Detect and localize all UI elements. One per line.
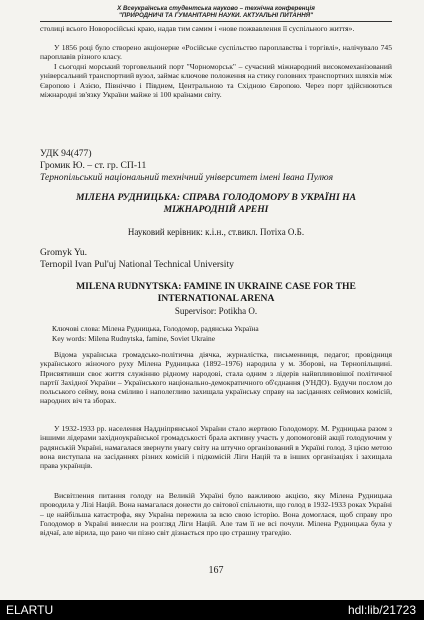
- affiliation-uk: Тернопільський національний технічний університет імені Івана Пулюя: [40, 172, 334, 183]
- author-en: Gromyk Yu.: [40, 247, 88, 258]
- handle-identifier: hdl:lib/21723: [347, 603, 416, 617]
- body-paragraph-3: Висвітлення питання голоду на Великій Україні було важливою акцією, яку Мілена Рудницька проводила у Лізі Націй. Вона намагалася донести до світової спільноти, що голод в 1932-1933 роках Україні – це найбільша катастрофа, яку Україна пережила за всю свою історію. Вона домоглася, щоб справу про Голодомор в Україні винесли на розгляд Ліги Націй. Але там її не всі почули. Мілена Рудницька була у відчаї, але вірила, що рано чи пізно світ дізнається про цю страшну трагедію.: [40, 491, 392, 538]
- author-uk: Громик Ю. – ст. гр. СП-11: [40, 160, 147, 171]
- affiliation-en: Ternopil Ivan Pul'uj National Technical University: [40, 259, 234, 270]
- prev-paragraph-3: І сьогодні морський торговельний порт "Чорноморськ" – сучасний міжнародний високомеханізований універсальний транспортний вузол, займає ключове положення на стику головних транспортних шляхів між Європою і Азією, Північчю і Півднем, Центральною та Східною Європою. Через порт здійснюються міжнародні зв'язку України майже зі 100 країнами світу.: [40, 62, 392, 99]
- udc-code: УДК 94(477): [40, 148, 92, 159]
- body-paragraph-2: У 1932-1933 рр. населення Наддніпрянської України стало жертвою Голодомору. М. Рудницька разом з іншими лідерами західноукраїнської громадськості брала активну участь у допомоговій акції голодуючим у радянській Україні, намагалася звернути увагу світу на штучно організований в Україні голод. З цією метою вона виступала на засіданнях різних комісій і підкомісій Ліги Націй та в інших організаціях і захищала права українців.: [40, 424, 392, 471]
- prev-paragraph-1: столиці всього Новоросійські краю, надав тим самим і «нове пожвавлення її суспільного життя».: [40, 24, 355, 33]
- repository-name: ELARTU: [6, 603, 54, 617]
- page-number: 167: [208, 565, 224, 576]
- keywords-uk: Ключові слова: Мілена Рудницька, Голодомор, радянська Україна: [52, 324, 259, 333]
- header-line-1: X Всеукраїнська студентська науково – технічна конференція: [117, 5, 315, 12]
- header-rule: [40, 21, 392, 22]
- title-uk: МІЛЕНА РУДНИЦЬКА: СПРАВА ГОЛОДОМОРУ В УКРАЇНІ НА МІЖНАРОДНІЙ АРЕНІ: [75, 192, 356, 215]
- running-header: [40, 5, 392, 19]
- viewer-footer-bar: [0, 600, 424, 620]
- supervisor-en: Supervisor: Potikha O.: [174, 306, 258, 316]
- supervisor-uk: Науковий керівник: к.і.н., ст.викл. Потіха О.Б.: [127, 227, 305, 237]
- document-page: [40, 0, 392, 600]
- keywords-en: Key words: Milena Rudnytska, famine, Soviet Ukraine: [52, 334, 215, 343]
- body-paragraph-1: Відома українська громадсько-політична діячка, журналістка, письменниця, педагог, провідниця українського жіночого руху Мілена Рудницька (1892–1976) народила у м. Зборові, на Тернопільщині. Присвятивши своє життя служінню рідному народові, стала одним з лідерів найвпливовішої політичної партії Західної України – Українського національно-демократичного об'єднання (УНДО). Будучи послом до польського сейму, вона сміливо і наполегливо захищала українську справу на засіданнях сеймових комісій, народних віч та зборах.: [40, 350, 392, 406]
- title-en: MILENA RUDNYTSKA: FAMINE IN UKRAINE CASE FOR THE INTERNATIONAL ARENA: [76, 281, 356, 304]
- header-line-2: "ПРИРОДНИЧІ ТА ГУМАНІТАРНІ НАУКИ. АКТУАЛЬНІ ПИТАННЯ": [118, 12, 314, 19]
- prev-paragraph-2: У 1856 році було створено акціонерне «Російське суспільство пароплавства і торгівлі», налічувало 745 пароплавів різного класу.: [40, 43, 392, 62]
